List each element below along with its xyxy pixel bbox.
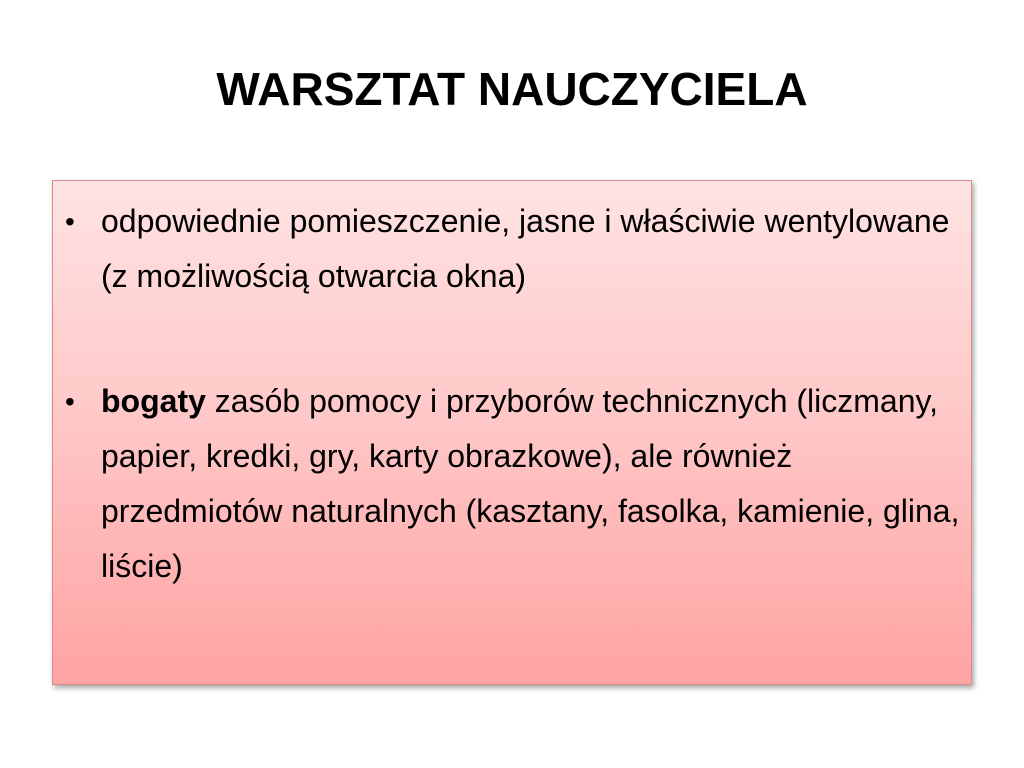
bullet-bold-lead: bogaty [101,383,206,419]
slide-title: WARSZTAT NAUCZYCIELA [216,63,808,115]
bullet-point-icon: • [65,206,75,237]
bullet-text [101,374,963,594]
bullet-text-body: odpowiednie pomieszczenie, jasne i właściwie wentylowane (z możliwością otwarcia okna) [101,203,950,294]
bullet-point-icon: • [65,386,75,417]
content-box [52,180,972,685]
bullet-text [101,194,963,304]
bullet-text-body: zasób pomocy i przyborów technicznych (liczmany, papier, kredki, gry, karty obrazkowe), ale również przedmiotów naturalnych (kasztany, fasolka, kamienie, glina, liście) [101,383,960,584]
